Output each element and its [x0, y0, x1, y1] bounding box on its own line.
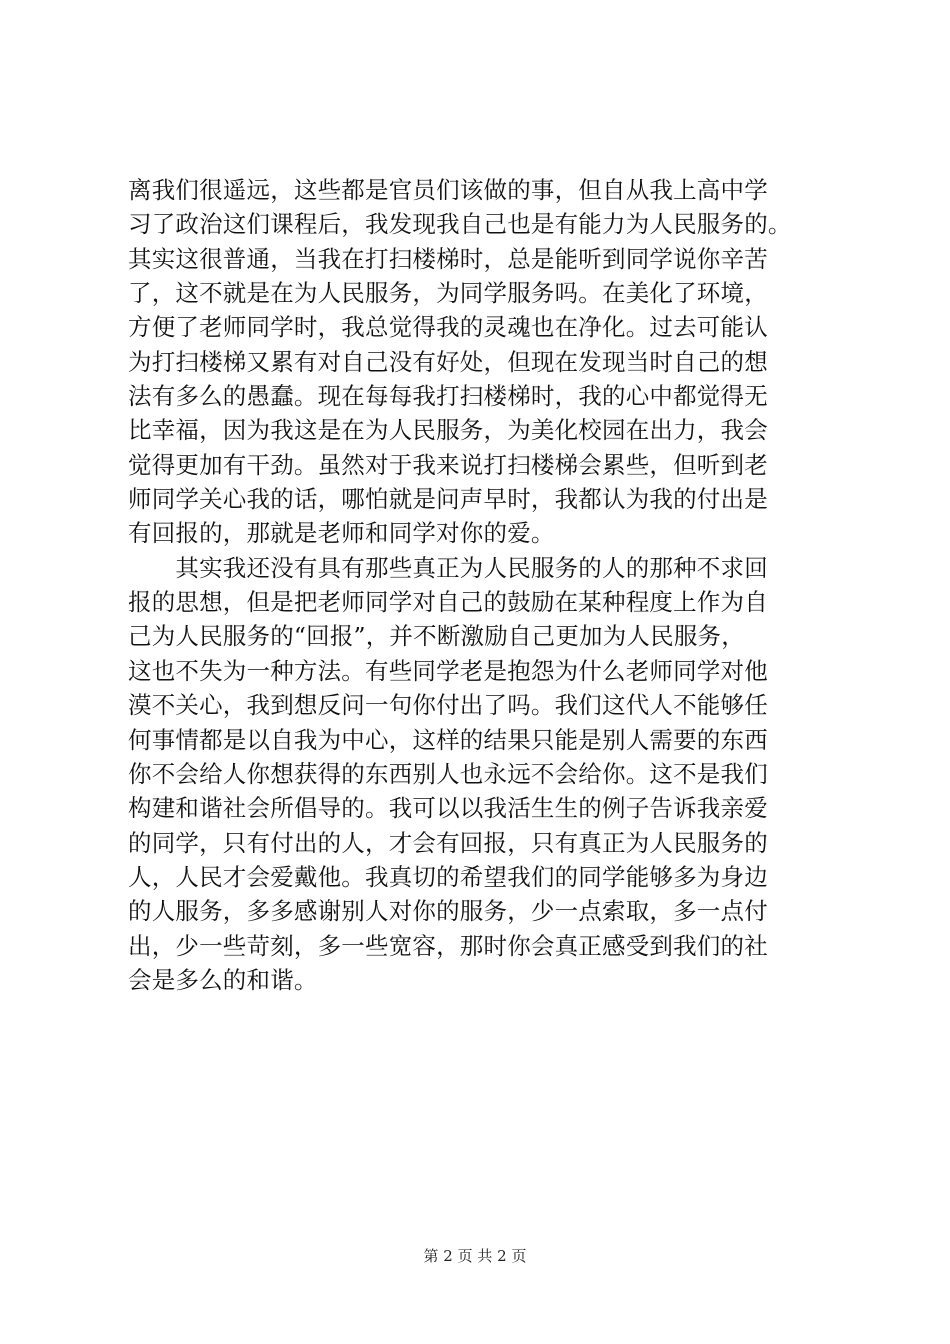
text-line: 师同学关心我的话，哪怕就是问声早时，我都认为我的付出是 [128, 485, 768, 514]
text-line: 构建和谐社会所倡导的。我可以以我活生生的例子告诉我亲爱 [128, 794, 768, 823]
text-line: 其实这很普通，当我在打扫楼梯时，总是能听到同学说你辛苦 [128, 244, 768, 273]
text-line: 习了政治这们课程后，我发现我自己也是有能力为人民服务的。 [128, 210, 792, 239]
page-number-footer: 第 2 页 共 2 页 [423, 1247, 527, 1265]
text-line: 法有多么的愚蠢。现在每每我打扫楼梯时，我的心中都觉得无 [128, 382, 768, 411]
text-line: 比幸福，因为我这是在为人民服务，为美化校园在出力，我会 [128, 416, 768, 445]
text-line: 你不会给人你想获得的东西别人也永远不会给你。这不是我们 [128, 759, 768, 788]
text-line: 方便了老师同学时，我总觉得我的灵魂也在净化。过去可能认 [128, 313, 768, 342]
text-line: 己为人民服务的“回报”，并不断激励自己更加为人民服务， [128, 622, 745, 651]
text-line: 会是多么的和谐。 [128, 965, 318, 994]
text-line: 的人服务，多多感谢别人对你的服务，少一点索取，多一点付 [128, 897, 768, 926]
text-line: 这也不失为一种方法。有些同学老是抱怨为什么老师同学对他 [128, 656, 768, 685]
text-line: 漠不关心，我到想反问一句你付出了吗。我们这代人不能够任 [128, 691, 768, 720]
text-line: 觉得更加有干劲。虽然对于我来说打扫楼梯会累些，但听到老 [128, 450, 768, 479]
text-line: 报的思想，但是把老师同学对自己的鼓励在某种程度上作为自 [128, 588, 768, 617]
text-line: 何事情都是以自我为中心，这样的结果只能是别人需要的东西 [128, 725, 768, 754]
paragraph-1 [128, 173, 838, 551]
text-line: 离我们很遥远，这些都是官员们该做的事，但自从我上高中学 [128, 176, 768, 204]
text-line: 人，人民才会爱戴他。我真切的希望我们的同学能够多为身边 [128, 862, 768, 891]
text-line: 了，这不就是在为人民服务，为同学服务吗。在美化了环境， [128, 279, 768, 308]
document-body [128, 173, 838, 997]
text-line: 其实我还没有具有那些真正为人民服务的人的那种不求回 [128, 553, 768, 582]
text-line: 为打扫楼梯又累有对自己没有好处，但现在发现当时自己的想 [128, 347, 768, 376]
paragraph-2 [128, 551, 838, 997]
text-line: 的同学，只有付出的人，才会有回报，只有真正为人民服务的 [128, 828, 768, 857]
text-line: 出，少一些苛刻，多一些宽容，那时你会真正感受到我们的社 [128, 931, 768, 960]
text-line: 有回报的，那就是老师和同学对你的爱。 [128, 519, 555, 548]
